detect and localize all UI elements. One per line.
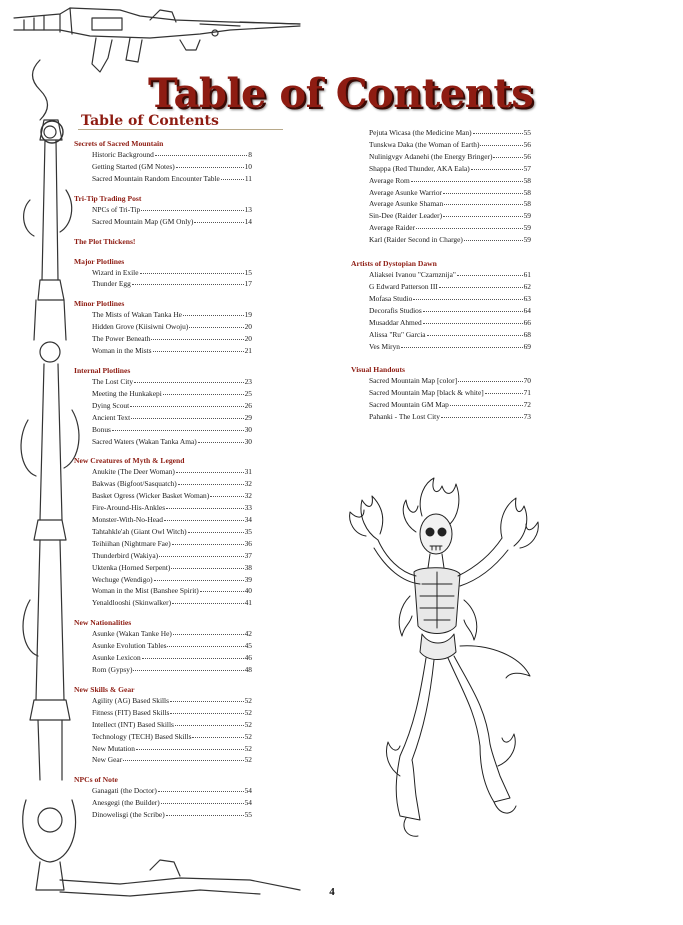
entry-page: 13 bbox=[244, 204, 252, 214]
dot-leader bbox=[133, 663, 243, 671]
entry-page: 46 bbox=[244, 653, 252, 663]
section-heading: Tri-Tip Trading Post bbox=[74, 193, 142, 203]
entry-title: Wechuge (Wendigo) bbox=[92, 574, 153, 584]
entry-page: 55 bbox=[244, 810, 252, 820]
entry-page: 52 bbox=[244, 707, 252, 717]
entry-page: 20 bbox=[244, 322, 252, 332]
toc-entry[interactable] bbox=[74, 216, 252, 228]
entry-title: G Edward Patterson III bbox=[369, 281, 438, 291]
entry-title: Historic Background bbox=[92, 150, 154, 159]
dot-leader bbox=[151, 332, 243, 340]
entry-title: New Mutation bbox=[92, 743, 135, 753]
dot-leader bbox=[159, 549, 244, 557]
dot-leader bbox=[192, 730, 243, 738]
dot-leader bbox=[189, 320, 243, 328]
dot-leader bbox=[198, 435, 244, 443]
entry-title: The Mists of Wakan Tanka He bbox=[92, 310, 182, 320]
section-subtitle: Table of Contents bbox=[81, 113, 219, 129]
dot-leader bbox=[130, 399, 243, 407]
dot-leader bbox=[188, 525, 244, 533]
dot-leader bbox=[142, 651, 244, 659]
dot-leader bbox=[154, 573, 244, 581]
entry-page: 52 bbox=[244, 755, 252, 765]
dot-leader bbox=[444, 197, 522, 205]
dot-leader bbox=[450, 398, 523, 406]
toc-section bbox=[74, 138, 252, 185]
entry-title: Pejuta Wicasa (the Medicine Man) bbox=[369, 128, 472, 137]
entry-title: Anesgegi (the Builder) bbox=[92, 798, 160, 808]
entry-page: 71 bbox=[523, 388, 531, 398]
entry-page: 37 bbox=[244, 550, 252, 560]
entry-title: The Power Beneath bbox=[92, 334, 151, 344]
entry-page: 45 bbox=[244, 641, 252, 651]
flaming-skeleton-illustration bbox=[330, 476, 550, 856]
dot-leader bbox=[221, 172, 244, 180]
section-heading: Major Plotlines bbox=[74, 256, 125, 266]
entry-title: Rom (Gypsy) bbox=[92, 665, 133, 674]
dot-leader bbox=[173, 627, 244, 635]
entry-title: Sin-Dee (Raider Leader) bbox=[369, 211, 443, 221]
dot-leader bbox=[155, 148, 248, 156]
entry-page: 64 bbox=[523, 305, 531, 315]
dot-leader bbox=[194, 215, 243, 223]
toc-right-column bbox=[351, 127, 531, 423]
entry-page: 56 bbox=[523, 151, 531, 161]
dot-leader bbox=[163, 387, 244, 395]
entry-page: 32 bbox=[244, 491, 252, 501]
entry-page: 11 bbox=[244, 173, 252, 183]
entry-title: Ves Miryn bbox=[369, 341, 400, 351]
entry-page: 20 bbox=[244, 334, 252, 344]
section-heading: Visual Handouts bbox=[351, 365, 405, 375]
entry-title: Sacred Mountain GM Map bbox=[369, 400, 449, 410]
entry-title: Sacred Mountain Map [color] bbox=[369, 376, 458, 386]
toc-entry[interactable] bbox=[74, 436, 252, 448]
entry-title: Alissa "Ru" Garcia bbox=[369, 329, 426, 339]
subtitle-rule bbox=[78, 129, 283, 130]
entry-title: Meeting the Hunkakepi bbox=[92, 388, 162, 398]
toc-entry[interactable] bbox=[351, 341, 531, 353]
dot-leader bbox=[171, 561, 243, 569]
toc-entry[interactable] bbox=[74, 754, 252, 766]
dot-leader bbox=[172, 596, 244, 604]
entry-page: 8 bbox=[248, 150, 252, 159]
entry-title: Hidden Grove (Kiisiwni Owoju) bbox=[92, 322, 189, 332]
entry-page: 10 bbox=[244, 161, 252, 171]
entry-title: Woman in the Mists bbox=[92, 346, 152, 356]
dot-leader bbox=[170, 706, 243, 714]
dot-leader bbox=[166, 808, 244, 816]
entry-title: Thunderbird (Wakiya) bbox=[92, 550, 159, 560]
dot-leader bbox=[443, 186, 523, 194]
entry-page: 68 bbox=[523, 329, 531, 339]
entry-page: 15 bbox=[244, 267, 252, 277]
entry-title: Sacred Mountain Map [black & white] bbox=[369, 388, 484, 398]
entry-page: 52 bbox=[244, 743, 252, 753]
entry-title: Mofasa Studio bbox=[369, 293, 413, 303]
entry-title: Getting Started (GM Notes) bbox=[92, 161, 175, 171]
dot-leader bbox=[457, 268, 523, 276]
entry-title: Sacred Mountain Map (GM Only) bbox=[92, 216, 194, 226]
entry-page: 52 bbox=[244, 719, 252, 729]
toc-section bbox=[74, 774, 252, 821]
dot-leader bbox=[166, 501, 244, 509]
entry-page: 41 bbox=[244, 598, 252, 608]
dot-leader bbox=[131, 411, 243, 419]
entry-page: 73 bbox=[523, 412, 531, 422]
dot-leader bbox=[176, 465, 244, 473]
dot-leader bbox=[416, 221, 523, 229]
entry-title: Monster-With-No-Head bbox=[92, 515, 163, 525]
section-heading: Secrets of Sacred Mountain bbox=[74, 139, 164, 148]
entry-page: 30 bbox=[244, 436, 252, 446]
entry-title: New Gear bbox=[92, 755, 123, 765]
entry-page: 52 bbox=[244, 731, 252, 741]
entry-page: 26 bbox=[244, 400, 252, 410]
entry-title: Tahtahkle'ah (Giant Owl Witch) bbox=[92, 526, 187, 536]
dot-leader bbox=[471, 162, 523, 170]
entry-title: Asunke Lexicon bbox=[92, 653, 141, 663]
dot-leader bbox=[464, 233, 523, 241]
page-number: 4 bbox=[329, 886, 335, 898]
entry-title: Decorafis Studios bbox=[369, 305, 422, 315]
entry-page: 23 bbox=[244, 376, 252, 386]
dot-leader bbox=[210, 489, 243, 497]
section-heading: New Skills & Gear bbox=[74, 684, 135, 694]
entry-page: 19 bbox=[244, 310, 252, 320]
toc-entry[interactable] bbox=[74, 278, 252, 290]
entry-title: Yenaldlooshi (Skinwalker) bbox=[92, 598, 172, 608]
entry-title: Basket Ogress (Wicker Basket Woman) bbox=[92, 491, 210, 501]
toc-entry[interactable] bbox=[74, 345, 252, 357]
entry-page: 42 bbox=[244, 629, 252, 639]
rifle-ornament bbox=[14, 8, 300, 72]
entry-title: Asunke Evolution Tables bbox=[92, 641, 167, 651]
dot-leader bbox=[158, 784, 244, 792]
entry-title: Average Rom bbox=[369, 175, 410, 185]
section-heading: Artists of Dystopian Dawn bbox=[351, 259, 437, 269]
entry-title: Dinowelisgi (the Scribe) bbox=[92, 810, 165, 820]
dot-leader bbox=[473, 126, 523, 134]
dot-leader bbox=[172, 537, 244, 545]
entry-page: 61 bbox=[523, 270, 531, 280]
toc-section bbox=[74, 256, 252, 291]
entry-title: Asunke (Wakan Tanke He) bbox=[92, 629, 172, 639]
section-heading: Internal Plotlines bbox=[74, 365, 131, 375]
toc-section bbox=[351, 364, 531, 423]
entry-title: Bakwas (Bigfoot/Sasquatch) bbox=[92, 479, 177, 489]
entry-title: Average Asunke Shaman bbox=[369, 199, 444, 209]
entry-page: 69 bbox=[523, 341, 531, 351]
toc-entry[interactable] bbox=[74, 809, 252, 821]
entry-page: 58 bbox=[523, 199, 531, 209]
entry-title: Uktenka (Horned Serpent) bbox=[92, 562, 171, 572]
entry-title: Dying Scout bbox=[92, 400, 130, 410]
entry-page: 57 bbox=[523, 163, 531, 173]
entry-title: NPCs of Tri-Tip bbox=[92, 204, 141, 214]
entry-page: 66 bbox=[523, 317, 531, 327]
dot-leader bbox=[411, 174, 523, 182]
section-heading: New Creatures of Myth & Legend bbox=[74, 456, 185, 466]
entry-title: Bonus bbox=[92, 424, 111, 434]
entry-page: 31 bbox=[244, 467, 252, 477]
entry-title: Ganagati (the Doctor) bbox=[92, 786, 157, 796]
entry-title: Teihiihan (Nightmare Fae) bbox=[92, 538, 171, 548]
entry-page: 59 bbox=[523, 211, 531, 221]
entry-page: 29 bbox=[244, 412, 252, 422]
dot-leader bbox=[427, 328, 523, 336]
dot-leader bbox=[441, 410, 523, 418]
entry-page: 63 bbox=[523, 293, 531, 303]
toc-entry[interactable] bbox=[351, 234, 531, 246]
dot-leader bbox=[485, 386, 523, 394]
entry-title: Shappa (Red Thunder, AKA Eala) bbox=[369, 163, 470, 173]
entry-page: 30 bbox=[244, 424, 252, 434]
entry-title: Average Raider bbox=[369, 223, 416, 233]
entry-page: 56 bbox=[523, 139, 531, 149]
entry-title: Average Asunke Warrior bbox=[369, 187, 443, 197]
entry-page: 39 bbox=[244, 574, 252, 584]
entry-title: Sacred Waters (Wakan Tanka Ama) bbox=[92, 436, 197, 446]
entry-title: Fire-Around-His-Ankles bbox=[92, 503, 166, 513]
dot-leader bbox=[164, 513, 244, 521]
entry-title: Tunskwa Daka (the Woman of Earth) bbox=[369, 139, 480, 149]
dot-leader bbox=[439, 280, 523, 288]
entry-page: 72 bbox=[523, 400, 531, 410]
entry-title: Intellect (INT) Based Skills bbox=[92, 719, 174, 729]
entry-page: 48 bbox=[244, 665, 252, 674]
dot-leader bbox=[153, 344, 244, 352]
dot-leader bbox=[480, 138, 522, 146]
entry-title: Fitness (FIT) Based Skills bbox=[92, 707, 170, 717]
entry-page: 21 bbox=[244, 346, 252, 356]
dot-leader bbox=[112, 423, 244, 431]
dot-leader bbox=[413, 292, 522, 300]
entry-title: Thunder Egg bbox=[92, 279, 131, 289]
dot-leader bbox=[170, 694, 244, 702]
toc-entry[interactable] bbox=[351, 411, 531, 423]
dot-leader bbox=[176, 160, 244, 168]
toc-entry[interactable] bbox=[74, 173, 252, 185]
entry-page: 35 bbox=[244, 526, 252, 536]
entry-page: 34 bbox=[244, 515, 252, 525]
toc-left-column bbox=[74, 138, 252, 821]
dot-leader bbox=[132, 277, 244, 285]
section-heading: The Plot Thickens! bbox=[74, 236, 136, 246]
toc-section bbox=[74, 236, 252, 247]
entry-title: Anukite (The Deer Woman) bbox=[92, 467, 175, 477]
entry-page: 59 bbox=[523, 223, 531, 233]
entry-page: 54 bbox=[244, 798, 252, 808]
section-heading: New Nationalities bbox=[74, 618, 132, 628]
toc-section bbox=[74, 193, 252, 228]
entry-page: 70 bbox=[523, 376, 531, 386]
entry-title: Nulinigvgv Adanehi (the Energy Bringer) bbox=[369, 151, 493, 161]
entry-page: 40 bbox=[244, 586, 252, 596]
dot-leader bbox=[167, 639, 243, 647]
entry-title: Ancient Text bbox=[92, 412, 131, 422]
dot-leader bbox=[401, 340, 523, 348]
entry-title: Karl (Raider Second in Charge) bbox=[369, 235, 463, 245]
entry-page: 38 bbox=[244, 562, 252, 572]
entry-title: Musaddar Ahmed bbox=[369, 317, 422, 327]
entry-page: 33 bbox=[244, 503, 252, 513]
page-title: Table of Contents bbox=[148, 70, 534, 117]
entry-page: 36 bbox=[244, 538, 252, 548]
dot-leader bbox=[183, 308, 244, 316]
dot-leader bbox=[443, 209, 523, 217]
entry-title: Pahanki - The Lost City bbox=[369, 412, 440, 422]
entry-title: Aliaksei Ivanou "Czarnznija" bbox=[369, 270, 456, 280]
dot-leader bbox=[200, 584, 244, 592]
toc-section bbox=[74, 365, 252, 447]
toc-section bbox=[351, 127, 531, 246]
entry-page: 58 bbox=[523, 187, 531, 197]
dot-leader bbox=[161, 796, 244, 804]
entry-title: Agility (AG) Based Skills bbox=[92, 695, 169, 705]
entry-title: Sacred Mountain Random Encounter Table bbox=[92, 173, 220, 183]
entry-page: 17 bbox=[244, 279, 252, 289]
toc-section bbox=[74, 455, 252, 609]
entry-page: 55 bbox=[523, 128, 531, 137]
dot-leader bbox=[458, 374, 523, 382]
entry-page: 54 bbox=[244, 786, 252, 796]
entry-page: 52 bbox=[244, 695, 252, 705]
dot-leader bbox=[141, 203, 243, 211]
toc-section bbox=[351, 258, 531, 352]
toc-entry[interactable] bbox=[74, 664, 252, 676]
toc-section bbox=[74, 684, 252, 766]
section-heading: NPCs of Note bbox=[74, 775, 118, 785]
dot-leader bbox=[140, 266, 244, 274]
entry-title: Wizard in Exile bbox=[92, 267, 139, 277]
entry-title: Woman in the Mist (Banshee Spirit) bbox=[92, 586, 199, 596]
toc-section bbox=[74, 298, 252, 357]
dot-leader bbox=[423, 304, 523, 312]
toc-section bbox=[74, 617, 252, 676]
dot-leader bbox=[136, 742, 244, 750]
entry-page: 32 bbox=[244, 479, 252, 489]
section-heading: Minor Plotlines bbox=[74, 299, 125, 309]
dot-leader bbox=[123, 753, 243, 761]
entry-page: 58 bbox=[523, 175, 531, 185]
dot-leader bbox=[134, 375, 244, 383]
dot-leader bbox=[423, 316, 523, 324]
entry-page: 14 bbox=[244, 216, 252, 226]
entry-title: Technology (TECH) Based Skills bbox=[92, 731, 192, 741]
dot-leader bbox=[175, 718, 244, 726]
dot-leader bbox=[493, 150, 522, 158]
dot-leader bbox=[178, 477, 244, 485]
entry-page: 25 bbox=[244, 388, 252, 398]
entry-title: The Lost City bbox=[92, 376, 134, 386]
toc-entry[interactable] bbox=[74, 597, 252, 609]
entry-page: 62 bbox=[523, 281, 531, 291]
entry-page: 59 bbox=[523, 235, 531, 245]
